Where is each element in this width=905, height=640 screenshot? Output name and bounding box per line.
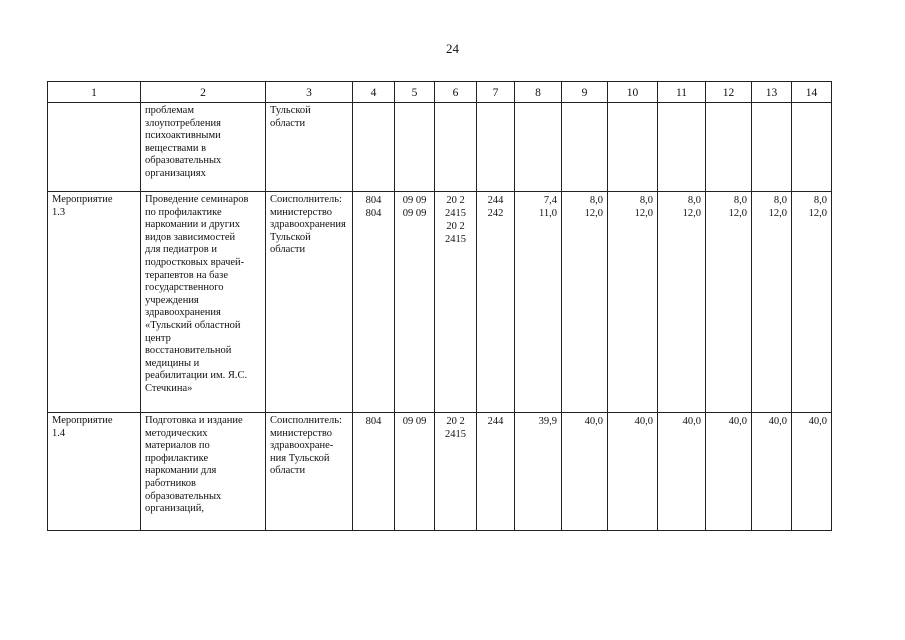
amount-cell bbox=[706, 413, 752, 531]
cell-text-line: наркомании и других bbox=[145, 219, 240, 231]
activity-id-cell bbox=[48, 413, 141, 531]
cell-text-line: области bbox=[270, 244, 306, 256]
cell-text-line: области bbox=[270, 117, 306, 129]
cell-text-line: 8,0 bbox=[773, 195, 787, 206]
amount-cell bbox=[515, 413, 562, 531]
cell-text-line: 244 bbox=[487, 195, 504, 206]
code-expense-type-cell bbox=[477, 192, 515, 413]
cell-text-line: Стечкина» bbox=[145, 382, 193, 394]
column-number-cell: 10 bbox=[608, 82, 658, 103]
amount-cell bbox=[752, 103, 792, 192]
cell-text-line: 12,0 bbox=[728, 208, 747, 219]
column-number-cell: 4 bbox=[353, 82, 395, 103]
code-target-cell bbox=[435, 413, 477, 531]
cell-text-line: проблемам bbox=[145, 105, 194, 116]
cell-text-line: 244 bbox=[487, 416, 504, 427]
code-grbs-cell bbox=[353, 103, 395, 192]
amount-cell bbox=[658, 413, 706, 531]
cell-text-line: 11,0 bbox=[539, 208, 557, 219]
cell-text-line: 40,0 bbox=[728, 416, 747, 427]
amount-cell bbox=[608, 103, 658, 192]
cell-text-line: министерство bbox=[270, 206, 333, 218]
cell-text-line: 8,0 bbox=[687, 195, 701, 206]
cell-text-line: материалов по bbox=[145, 440, 210, 452]
amount-cell bbox=[608, 413, 658, 531]
cell-text-line: 8,0 bbox=[813, 195, 827, 206]
cell-text-line: 39,9 bbox=[538, 416, 557, 427]
cell-text-line: 804 bbox=[365, 416, 382, 427]
cell-text-line: 09 09 bbox=[402, 208, 427, 219]
page-number: 24 bbox=[446, 41, 459, 56]
table-row bbox=[48, 103, 832, 192]
code-section-cell bbox=[395, 413, 435, 531]
amount-cell bbox=[515, 192, 562, 413]
amount-cell bbox=[562, 103, 608, 192]
amount-cell bbox=[792, 192, 832, 413]
cell-text-line: 09 09 bbox=[402, 195, 427, 206]
cell-text-line: учреждения bbox=[145, 294, 199, 306]
cell-text-line: Тульской bbox=[270, 231, 311, 243]
code-grbs-cell bbox=[353, 413, 395, 531]
activity-id-cell bbox=[48, 192, 141, 413]
table-row bbox=[48, 192, 832, 413]
code-grbs-cell bbox=[353, 192, 395, 413]
cell-text-line: Соисполнитель: bbox=[270, 194, 342, 205]
cell-text-line: терапевтов на базе bbox=[145, 269, 228, 281]
cell-text-line: медицины и bbox=[145, 357, 200, 369]
cell-text-line: 8,0 bbox=[733, 195, 747, 206]
column-number-cell: 14 bbox=[792, 82, 832, 103]
amount-cell bbox=[752, 413, 792, 531]
cell-text-line: Подготовка и издание bbox=[145, 415, 243, 426]
code-section-cell bbox=[395, 103, 435, 192]
activity-name-cell bbox=[141, 192, 266, 413]
cell-text-line: видов зависимостей bbox=[145, 231, 236, 243]
cell-text-line: Мероприятие bbox=[52, 194, 113, 205]
code-section-cell bbox=[395, 192, 435, 413]
cell-text-line: 40,0 bbox=[682, 416, 701, 427]
amount-cell bbox=[792, 103, 832, 192]
table-row bbox=[48, 413, 832, 531]
cell-text-line: организациях bbox=[145, 167, 206, 179]
cell-text-line: 20 2 bbox=[446, 416, 465, 427]
column-number-cell: 3 bbox=[266, 82, 353, 103]
cell-text-line: 2415 bbox=[445, 234, 466, 245]
cell-text-line: 1.3 bbox=[52, 206, 66, 218]
cell-text-line: центр bbox=[145, 332, 171, 344]
cell-text-line: 20 2 bbox=[446, 195, 465, 206]
column-number-cell: 2 bbox=[141, 82, 266, 103]
column-number-cell: 8 bbox=[515, 82, 562, 103]
amount-cell bbox=[706, 103, 752, 192]
cell-text-line: 12,0 bbox=[584, 208, 603, 219]
cell-text-line: 7,4 bbox=[543, 195, 557, 206]
cell-text-line: 8,0 bbox=[589, 195, 603, 206]
cell-text-line: ния Тульской bbox=[270, 452, 330, 464]
cell-text-line: Проведение семинаров bbox=[145, 194, 249, 205]
amount-cell bbox=[658, 192, 706, 413]
cell-text-line: психоактивными bbox=[145, 130, 221, 142]
column-number-cell: 6 bbox=[435, 82, 477, 103]
cell-text-line: подростковых врачей- bbox=[145, 256, 245, 268]
cell-text-line: 40,0 bbox=[634, 416, 653, 427]
cell-text-line: профилактике bbox=[145, 452, 209, 464]
column-number-cell: 11 bbox=[658, 82, 706, 103]
amount-cell bbox=[658, 103, 706, 192]
cell-text-line: 09 09 bbox=[402, 416, 427, 427]
cell-text-line: наркомании для bbox=[145, 465, 217, 477]
cell-text-line: организаций, bbox=[145, 503, 204, 515]
executor-cell bbox=[266, 103, 353, 192]
cell-text-line: для педиатров и bbox=[145, 244, 217, 256]
budget-table bbox=[47, 81, 832, 531]
code-target-cell bbox=[435, 192, 477, 413]
cell-text-line: восстановительной bbox=[145, 345, 232, 357]
cell-text-line: министерство bbox=[270, 427, 333, 439]
cell-text-line: здравоохранения bbox=[270, 219, 346, 231]
cell-text-line: 20 2 bbox=[446, 221, 465, 232]
cell-text-line: «Тульский областной bbox=[145, 319, 241, 331]
activity-id-cell bbox=[48, 103, 141, 192]
cell-text-line: 804 bbox=[365, 208, 382, 219]
cell-text-line: 12,0 bbox=[634, 208, 653, 219]
column-number-cell: 5 bbox=[395, 82, 435, 103]
amount-cell bbox=[608, 192, 658, 413]
cell-text-line: 1.4 bbox=[52, 427, 66, 439]
column-number-cell: 12 bbox=[706, 82, 752, 103]
amount-cell bbox=[752, 192, 792, 413]
cell-text-line: 12,0 bbox=[682, 208, 701, 219]
column-number-cell: 7 bbox=[477, 82, 515, 103]
cell-text-line: злоупотребления bbox=[145, 117, 221, 129]
cell-text-line: государственного bbox=[145, 282, 224, 294]
cell-text-line: Мероприятие bbox=[52, 415, 113, 426]
cell-text-line: 242 bbox=[487, 208, 504, 219]
amount-cell bbox=[562, 192, 608, 413]
column-number-row bbox=[48, 82, 832, 103]
cell-text-line: работников bbox=[145, 477, 196, 489]
cell-text-line: 12,0 bbox=[808, 208, 827, 219]
table-body bbox=[48, 82, 832, 531]
cell-text-line: 40,0 bbox=[584, 416, 603, 427]
code-expense-type-cell bbox=[477, 413, 515, 531]
amount-cell bbox=[792, 413, 832, 531]
cell-text-line: 804 bbox=[365, 195, 382, 206]
column-number-cell: 9 bbox=[562, 82, 608, 103]
cell-text-line: здравоохранения bbox=[145, 307, 221, 319]
cell-text-line: 2415 bbox=[445, 429, 466, 440]
amount-cell bbox=[515, 103, 562, 192]
activity-name-cell bbox=[141, 413, 266, 531]
cell-text-line: 8,0 bbox=[639, 195, 653, 206]
cell-text-line: Соисполнитель: bbox=[270, 415, 342, 426]
executor-cell bbox=[266, 413, 353, 531]
cell-text-line: веществами в bbox=[145, 142, 207, 154]
cell-text-line: 40,0 bbox=[808, 416, 827, 427]
code-expense-type-cell bbox=[477, 103, 515, 192]
activity-name-cell bbox=[141, 103, 266, 192]
cell-text-line: 12,0 bbox=[768, 208, 787, 219]
amount-cell bbox=[562, 413, 608, 531]
cell-text-line: реабилитации им. Я.С. bbox=[145, 370, 248, 382]
cell-text-line: методических bbox=[145, 427, 208, 439]
cell-text-line: здравоохране- bbox=[270, 440, 334, 452]
cell-text-line: образовательных bbox=[145, 155, 222, 167]
code-target-cell bbox=[435, 103, 477, 192]
cell-text-line: области bbox=[270, 465, 306, 477]
cell-text-line: образовательных bbox=[145, 490, 222, 502]
cell-text-line: по профилактике bbox=[145, 206, 222, 218]
executor-cell bbox=[266, 192, 353, 413]
amount-cell bbox=[706, 192, 752, 413]
column-number-cell: 13 bbox=[752, 82, 792, 103]
cell-text-line: Тульской bbox=[270, 105, 311, 116]
column-number-cell: 1 bbox=[48, 82, 141, 103]
cell-text-line: 40,0 bbox=[768, 416, 787, 427]
cell-text-line: 2415 bbox=[445, 208, 466, 219]
